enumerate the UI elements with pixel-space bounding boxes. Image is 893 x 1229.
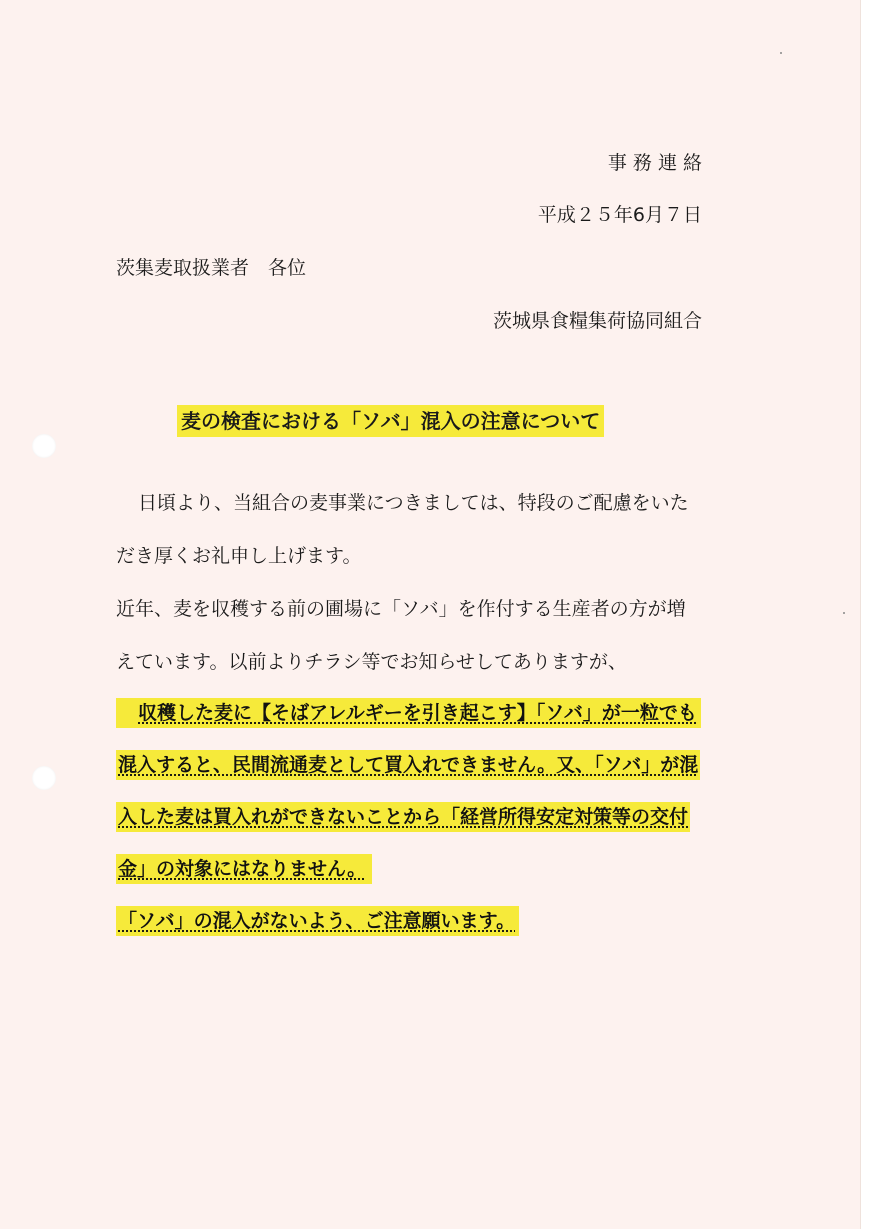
body-line: えています。以前よりチラシ等でお知らせしてありますが、 — [116, 651, 627, 673]
scan-speck — [780, 52, 782, 54]
highlight-line-wrap — [116, 752, 700, 778]
highlighted-line: 金」の対象にはなりません。 — [116, 854, 372, 884]
body-line: 日頃より、当組合の麦事業につきましては、特段のご配慮をいた — [138, 492, 689, 514]
highlighted-line: 混入すると、民間流通麦として買入れできません。又、「ソバ」が混 — [116, 750, 700, 780]
highlight-line-wrap — [116, 856, 372, 882]
document-type: 事 務 連 絡 — [607, 152, 702, 174]
document-title: 麦の検査における「ソバ」混入の注意について — [177, 405, 604, 437]
body-line: だき厚くお礼申し上げます。 — [116, 545, 362, 567]
highlighted-line: 「ソバ」の混入がないよう、ご注意願います。 — [116, 906, 519, 936]
highlight-line-wrap — [116, 908, 519, 934]
highlighted-line: 入した麦は買入れができないことから「経営所得安定対策等の交付 — [116, 802, 690, 832]
addressee: 茨集麦取扱業者 各位 — [116, 257, 307, 279]
punch-hole — [32, 766, 56, 790]
document-date: 平成２５年6月７日 — [537, 204, 702, 226]
highlighted-line: 収穫した麦に【そばアレルギーを引き起こす】「ソバ」が一粒でも — [116, 698, 701, 728]
punch-hole — [32, 434, 56, 458]
body-line: 近年、麦を収穫する前の圃場に「ソバ」を作付する生産者の方が増 — [116, 598, 686, 620]
highlight-line-wrap — [116, 804, 690, 830]
scan-speck — [843, 612, 845, 614]
sender-organization: 茨城県食糧集荷協同組合 — [492, 310, 702, 332]
highlight-line-wrap — [116, 700, 701, 726]
title-wrap — [177, 408, 604, 434]
